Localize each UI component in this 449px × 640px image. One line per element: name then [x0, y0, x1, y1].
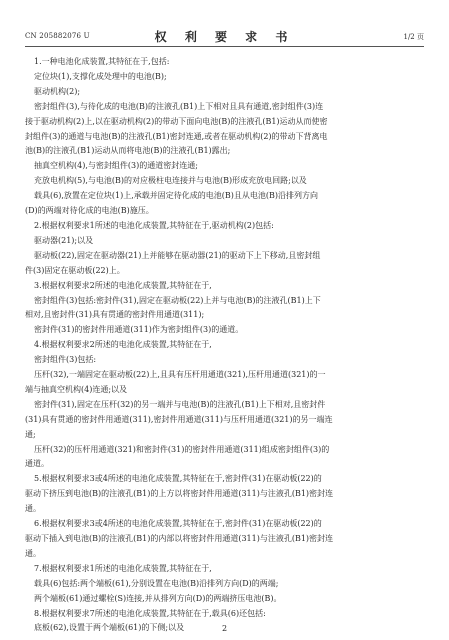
page-header	[25, 28, 424, 44]
claim-line: 相对,且密封件(31)具有贯通的密封件用通道(311);	[25, 310, 205, 320]
claim-line: 驱动下挤压到电池(B)的注液孔(B1)的上方以将密封件用通道(311)与注液孔(B1)密封连	[25, 489, 334, 499]
claim-line: (D)的两端对待化成的电池(B)施压。	[25, 206, 154, 216]
document-title: 权 利 要 求 书	[154, 30, 295, 44]
claim-line: 载具(6),放置在定位块(1)上,承载并固定待化成的电池(B)且从电池(B)沿排列方向	[34, 191, 318, 201]
claim-line: 6.根据权利要求3或4所述的电池化成装置,其特征在于,密封件(31)在驱动板(22)的	[34, 519, 322, 529]
claim-line: 压杆(32)的压杆用通道(321)和密封件(31)的密封件用通道(311)组成密封组件(3)的	[34, 444, 330, 454]
claim-line: 3.根据权利要求2所述的电池化成装置,其特征在于,	[34, 280, 212, 290]
claim-line: 2.根据权利要求1所述的电池化成装置,其特征在于,驱动机构(2)包括:	[34, 220, 274, 230]
claim-line: 定位块(1),支撑化成处理中的电池(B);	[34, 71, 167, 81]
claims-body	[25, 55, 424, 636]
claim-line: 驱动板(22),固定在驱动器(21)上并能够在驱动器(21)的驱动下上下移动,且密封组	[34, 250, 321, 260]
claim-line: 4.根据权利要求2所述的电池化成装置,其特征在于,	[34, 340, 212, 350]
claim-line: 密封件(31),固定在压杆(32)的另一端并与电池(B)的注液孔(B1)上下相对,且密封件	[34, 399, 326, 409]
claim-line: 充放电机构(5),与电池(B)的对应极柱电连接并与电池(B)形成充放电回路;以及	[34, 176, 307, 186]
claim-line: 接于驱动机构(2)上,以在驱动机构(2)的带动下面向电池(B)的注液孔(B1)运动从而使密	[25, 116, 328, 126]
claim-line: 通;	[25, 429, 36, 439]
claim-line: 密封组件(3)包括:	[34, 355, 97, 365]
claim-line: 封组件(3)的通道与电池(B)的注液孔(B1)密封连通,或者在驱动机构(2)的带动下背离电	[25, 131, 328, 141]
claim-line: 压杆(32),一端固定在驱动板(22)上,且具有压杆用通道(321),压杆用通道(321)的一	[34, 370, 326, 380]
claim-line: (31)具有贯通的密封件用通道(311),密封件用通道(311)与压杆用通道(321)的另一端连	[25, 414, 333, 424]
claim-line: 驱动机构(2);	[34, 86, 81, 96]
claim-line: 端与抽真空机构(4)连通;以及	[25, 384, 128, 394]
claim-line: 底板(62),设置于两个端板(61)的下侧;以及	[34, 623, 185, 633]
claim-line: 8.根据权利要求7所述的电池化成装置,其特征在于,载具(6)还包括:	[34, 608, 266, 618]
claim-line: 驱动器(21);以及	[34, 235, 94, 245]
claim-line: 密封件(31)的密封件用通道(311)作为密封组件(3)的通道。	[34, 325, 244, 335]
claim-line: 件(3)固定在驱动板(22)上。	[25, 265, 125, 275]
claim-line: 两个端板(61)通过螺栓(S)连接,并从排列方向(D)的两端挤压电池(B)。	[34, 593, 282, 603]
claim-line: 通。	[25, 504, 41, 514]
claim-line: 1.一种电池化成装置,其特征在于,包括:	[34, 57, 170, 66]
claim-line: 抽真空机构(4),与密封组件(3)的通道密封连通;	[34, 161, 198, 171]
claim-line: 通道。	[25, 459, 49, 469]
claim-line: 密封组件(3),与待化成的电池(B)的注液孔(B1)上下相对且具有通道,密封组件(3)连	[34, 101, 324, 111]
claim-line: 5.根据权利要求3或4所述的电池化成装置,其特征在于,密封件(31)在驱动板(22)的	[34, 474, 322, 484]
page-indicator: 1/2 页	[403, 33, 424, 41]
header-rule	[25, 46, 424, 47]
publication-number: CN 205882076 U	[25, 32, 90, 40]
page-number: 2	[221, 624, 228, 633]
claim-line: 池(B)的注液孔(B1)运动从而将电池(B)的注液孔(B1)露出;	[25, 146, 231, 156]
claim-line: 7.根据权利要求1所述的电池化成装置,其特征在于,	[34, 563, 212, 573]
claim-line: 载具(6)包括:两个端板(61),分别设置在电池(B)沿排列方向(D)的两端;	[34, 578, 279, 588]
claim-line: 通。	[25, 548, 41, 558]
claim-line: 密封组件(3)包括:密封件(31),固定在驱动板(22)上并与电池(B)的注液孔(B1)上下	[34, 295, 321, 305]
claim-line: 驱动下插入到电池(B)的注液孔(B1)的内部以将密封件用通道(311)与注液孔(B1)密封连	[25, 534, 334, 543]
